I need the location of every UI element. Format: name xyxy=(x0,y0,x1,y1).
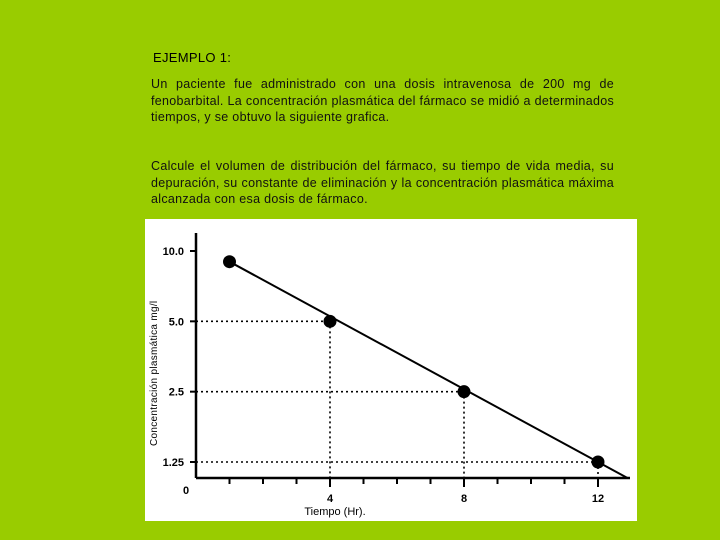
problem-question: Calcule el volumen de distribución del fármaco, su tiempo de vida media, su depuración, su constante de eliminación y la concentración plasmática máxima alcanzada con esa dosis de fármaco. xyxy=(151,159,614,206)
y-tick-label: 1.25 xyxy=(162,457,184,469)
y-axis-label: Concentración plasmática mg/l xyxy=(149,300,160,446)
x-tick-label: 0 xyxy=(182,485,190,497)
concentration-chart xyxy=(145,219,637,521)
data-point xyxy=(592,456,605,469)
x-tick-label: 8 xyxy=(460,493,468,505)
chart-svg xyxy=(145,219,637,521)
data-point xyxy=(324,315,337,328)
problem-statement: Un paciente fue administrado con una dosis intravenosa de 200 mg de fenobarbital. La concentración plasmática del fármaco se midió a determinados tiempos, y se obtuvo la siguiente grafica. xyxy=(151,77,614,124)
data-point xyxy=(458,385,471,398)
y-tick-label: 5.0 xyxy=(168,316,184,329)
x-tick-label: 4 xyxy=(326,493,334,505)
data-point xyxy=(223,255,236,268)
x-tick-label: 12 xyxy=(591,493,605,505)
y-tick-label: 10.0 xyxy=(162,246,184,258)
x-axis-label: Tiempo (Hr). xyxy=(304,506,366,518)
example-title: EJEMPLO 1: xyxy=(153,50,232,65)
y-tick-label: 2.5 xyxy=(168,386,184,399)
series-line xyxy=(230,262,628,478)
